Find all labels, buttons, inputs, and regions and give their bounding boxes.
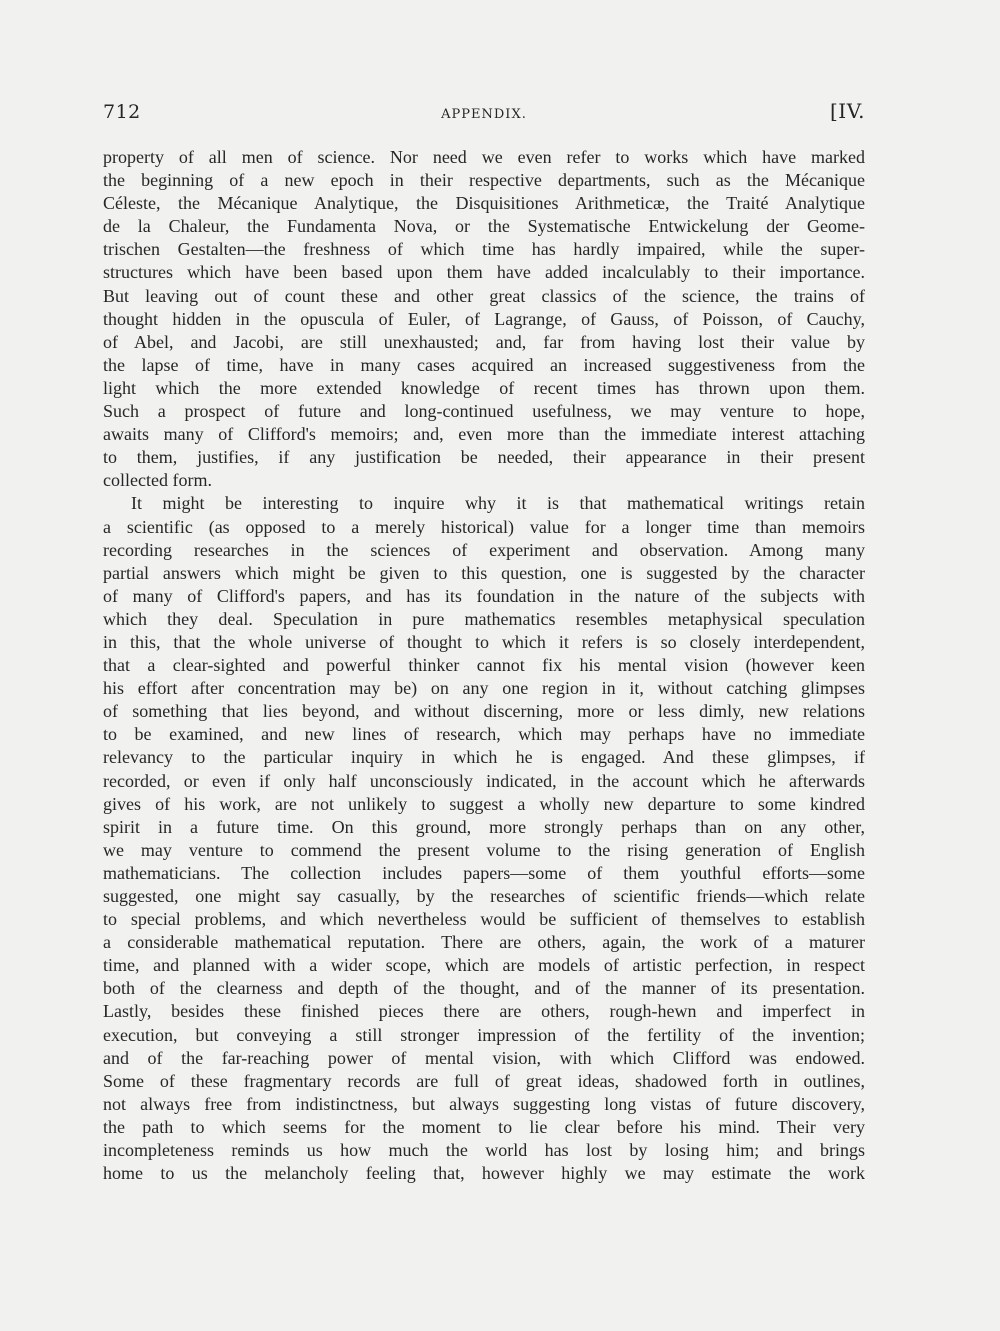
text-line: collected form. xyxy=(103,470,212,491)
text-line: both of the clearness and depth of the thought, and of the manner of its presentation. xyxy=(103,978,865,999)
text-line: the path to which seems for the moment to lie clear before his mind. Their very xyxy=(103,1116,865,1137)
text-line: that a clear-sighted and powerful thinker cannot fix his mental vision (however keen xyxy=(103,655,865,676)
text-line: of many of Clifford's papers, and has its foundation in the nature of the subjects with xyxy=(103,585,865,606)
text-line: recorded, or even if only half unconsciously indicated, in the account which he afterwards xyxy=(103,770,865,791)
text-line: But leaving out of count these and other great classics of the science, the trains of xyxy=(103,285,865,306)
text-line: to be examined, and new lines of research, which may perhaps have no immediate xyxy=(103,724,865,745)
text-line: structures which have been based upon them have added incalculably to their importance. xyxy=(103,262,865,283)
text-line: a considerable mathematical reputation. There are others, again, the work of a maturer xyxy=(103,932,865,953)
text-line: Lastly, besides these finished pieces there are others, rough-hewn and imperfect in xyxy=(103,1001,865,1022)
text-line: to special problems, and which nevertheless would be sufficient of themselves to establish xyxy=(103,909,865,930)
text-line: we may venture to commend the present volume to the rising generation of English xyxy=(103,839,865,860)
text-line: of something that lies beyond, and without discerning, more or less dimly, new relations xyxy=(103,701,865,722)
text-line: to them, justifies, if any justification be needed, their appearance in their present xyxy=(103,447,865,468)
text-line: partial answers which might be given to this question, one is suggested by the character xyxy=(103,562,865,583)
text-line: awaits many of Clifford's memoirs; and, even more than the immediate interest attaching xyxy=(103,424,865,445)
body-text xyxy=(103,146,865,1185)
text-line: and of the far-reaching power of mental vision, with which Clifford was endowed. xyxy=(103,1047,865,1068)
text-line: spirit in a future time. On this ground, more strongly perhaps than on any other, xyxy=(103,816,865,837)
text-line: mathematicians. The collection includes papers—some of them youthful efforts—some xyxy=(103,862,865,883)
text-line: thought hidden in the opuscula of Euler, of Lagrange, of Gauss, of Poisson, of Cauchy, xyxy=(103,308,865,329)
text-line: the beginning of a new epoch in their respective departments, such as the Mécanique xyxy=(103,170,865,191)
text-line: not always free from indistinctness, but always suggesting long vistas of future discovery, xyxy=(103,1093,865,1114)
text-line: home to us the melancholy feeling that, however highly we may estimate the work xyxy=(103,1163,865,1184)
text-line: It might be interesting to inquire why it is that mathematical writings retain xyxy=(131,493,865,514)
page-number: 712 xyxy=(103,101,141,123)
text-line: which they deal. Speculation in pure mathematics resembles metaphysical speculation xyxy=(103,608,865,629)
text-line: relevancy to the particular inquiry in which he is engaged. And these glimpses, if xyxy=(103,747,865,768)
text-line: execution, but conveying a still stronger impression of the fertility of the invention; xyxy=(103,1024,865,1045)
text-line: Some of these fragmentary records are full of great ideas, shadowed forth in outlines, xyxy=(103,1070,865,1091)
text-line: de la Chaleur, the Fundamenta Nova, or the Systematische Entwickelung der Geome- xyxy=(103,216,865,237)
text-line: a scientific (as opposed to a merely historical) value for a longer time than memoirs xyxy=(103,516,865,537)
text-line: gives of his work, are not unlikely to suggest a wholly new departure to some kindred xyxy=(103,793,865,814)
text-line: the lapse of time, have in many cases acquired an increased suggestiveness from the xyxy=(103,354,865,375)
text-line: in this, that the whole universe of thought to which it refers is so closely interdependent, xyxy=(103,631,865,652)
text-line: light which the more extended knowledge of recent times has thrown upon them. xyxy=(103,377,865,398)
paragraph-2 xyxy=(103,492,865,1185)
text-line: his effort after concentration may be) on any one region in it, without catching glimpses xyxy=(103,678,865,699)
text-line: property of all men of science. Nor need we even refer to works which have marked xyxy=(103,147,865,167)
text-line: suggested, one might say casually, by the researches of scientific friends—which relate xyxy=(103,886,865,906)
running-head xyxy=(103,99,865,133)
text-line: incompleteness reminds us how much the world has lost by losing him; and brings xyxy=(103,1140,865,1161)
text-line: recording researches in the sciences of experiment and observation. Among many xyxy=(103,539,865,560)
paragraph-1 xyxy=(103,146,865,492)
section-title: APPENDIX. xyxy=(441,107,527,122)
text-line: of Abel, and Jacobi, are still unexhausted; and, far from having lost their value by xyxy=(103,331,865,352)
text-line: Céleste, the Mécanique Analytique, the Disquisitiones Arithmeticæ, the Traité Analytique xyxy=(103,193,865,214)
text-line: time, and planned with a wider scope, which are models of artistic perfection, in respect xyxy=(103,955,865,976)
text-line: Such a prospect of future and long-continued usefulness, we may venture to hope, xyxy=(103,401,865,422)
chapter-mark: [IV. xyxy=(829,99,865,123)
text-line: trischen Gestalten—the freshness of which time has hardly impaired, while the super- xyxy=(103,239,865,260)
